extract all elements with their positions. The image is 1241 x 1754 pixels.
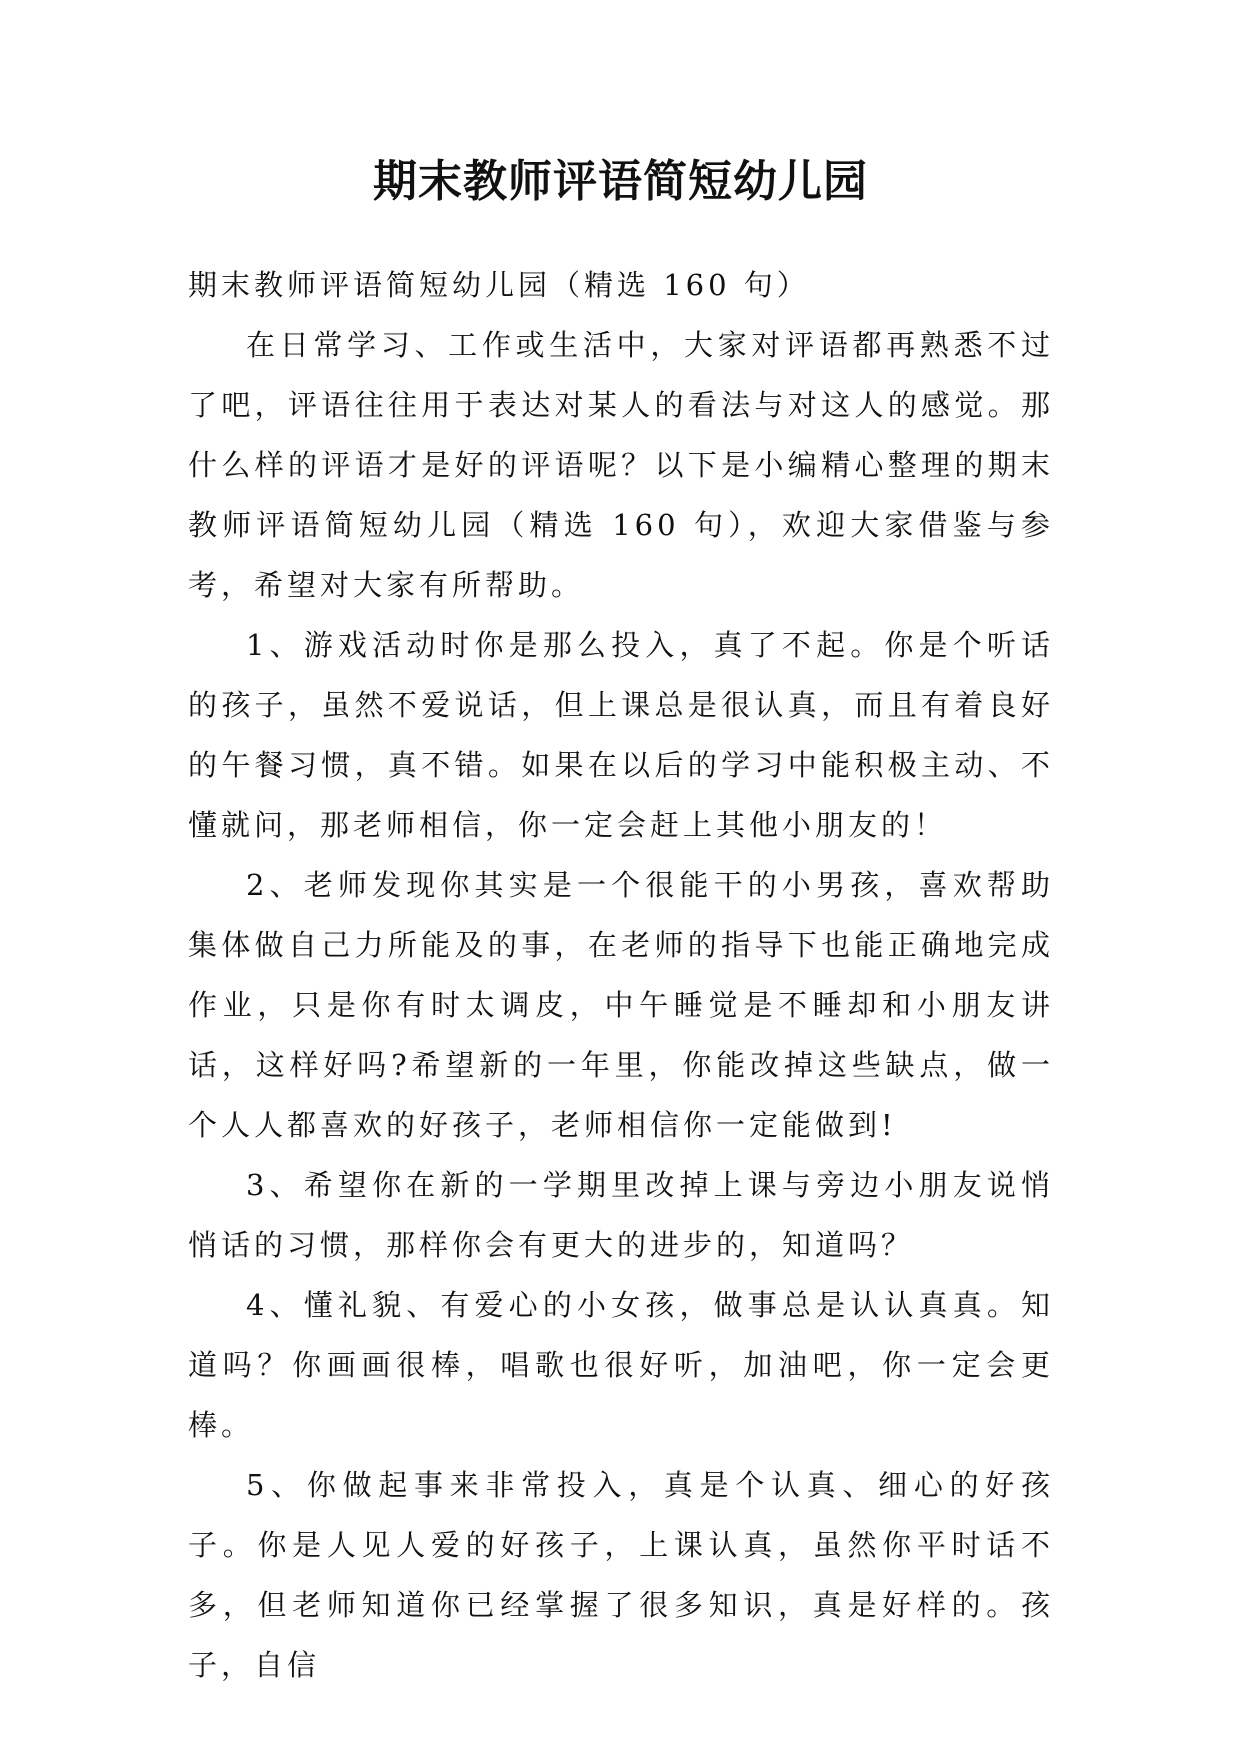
comment-paragraph-4: 4、懂礼貌、有爱心的小女孩，做事总是认认真真。知道吗？你画画很棒，唱歌也很好听，加油吧，你一定会更棒。 [188, 1288, 1054, 1442]
comment-paragraph-1: 1、游戏活动时你是那么投入，真了不起。你是个听话的孩子，虽然不爱说话，但上课总是很认真，而且有着良好的午餐习惯，真不错。如果在以后的学习中能积极主动、不懂就问，那老师相信，你一定会赶上其他小朋友的！ [188, 628, 1054, 842]
document-title: 期末教师评语简短幼儿园 [373, 156, 868, 207]
comment-paragraph-5: 5、你做起事来非常投入，真是个认真、细心的好孩子。你是人见人爱的好孩子，上课认真，虽然你平时话不多，但老师知道你已经掌握了很多知识，真是好样的。孩子，自信 [188, 1468, 1054, 1682]
document-body [188, 255, 1054, 1695]
document-subtitle: 期末教师评语简短幼儿园（精选 160 句） [188, 268, 810, 302]
comment-paragraph-2: 2、老师发现你其实是一个很能干的小男孩，喜欢帮助集体做自己力所能及的事，在老师的指导下也能正确地完成作业，只是你有时太调皮，中午睡觉是不睡却和小朋友讲话，这样好吗?希望新的一年里，你能改掉这些缺点，做一个人人都喜欢的好孩子，老师相信你一定能做到! [188, 868, 1054, 1142]
comment-paragraph-3: 3、希望你在新的一学期里改掉上课与旁边小朋友说悄悄话的习惯，那样你会有更大的进步的，知道吗？ [188, 1168, 1054, 1262]
intro-paragraph: 在日常学习、工作或生活中，大家对评语都再熟悉不过了吧，评语往往用于表达对某人的看法与对这人的感觉。那什么样的评语才是好的评语呢？以下是小编精心整理的期末教师评语简短幼儿园（精选 160 句），欢迎大家借鉴与参考，希望对大家有所帮助。 [188, 328, 1054, 602]
